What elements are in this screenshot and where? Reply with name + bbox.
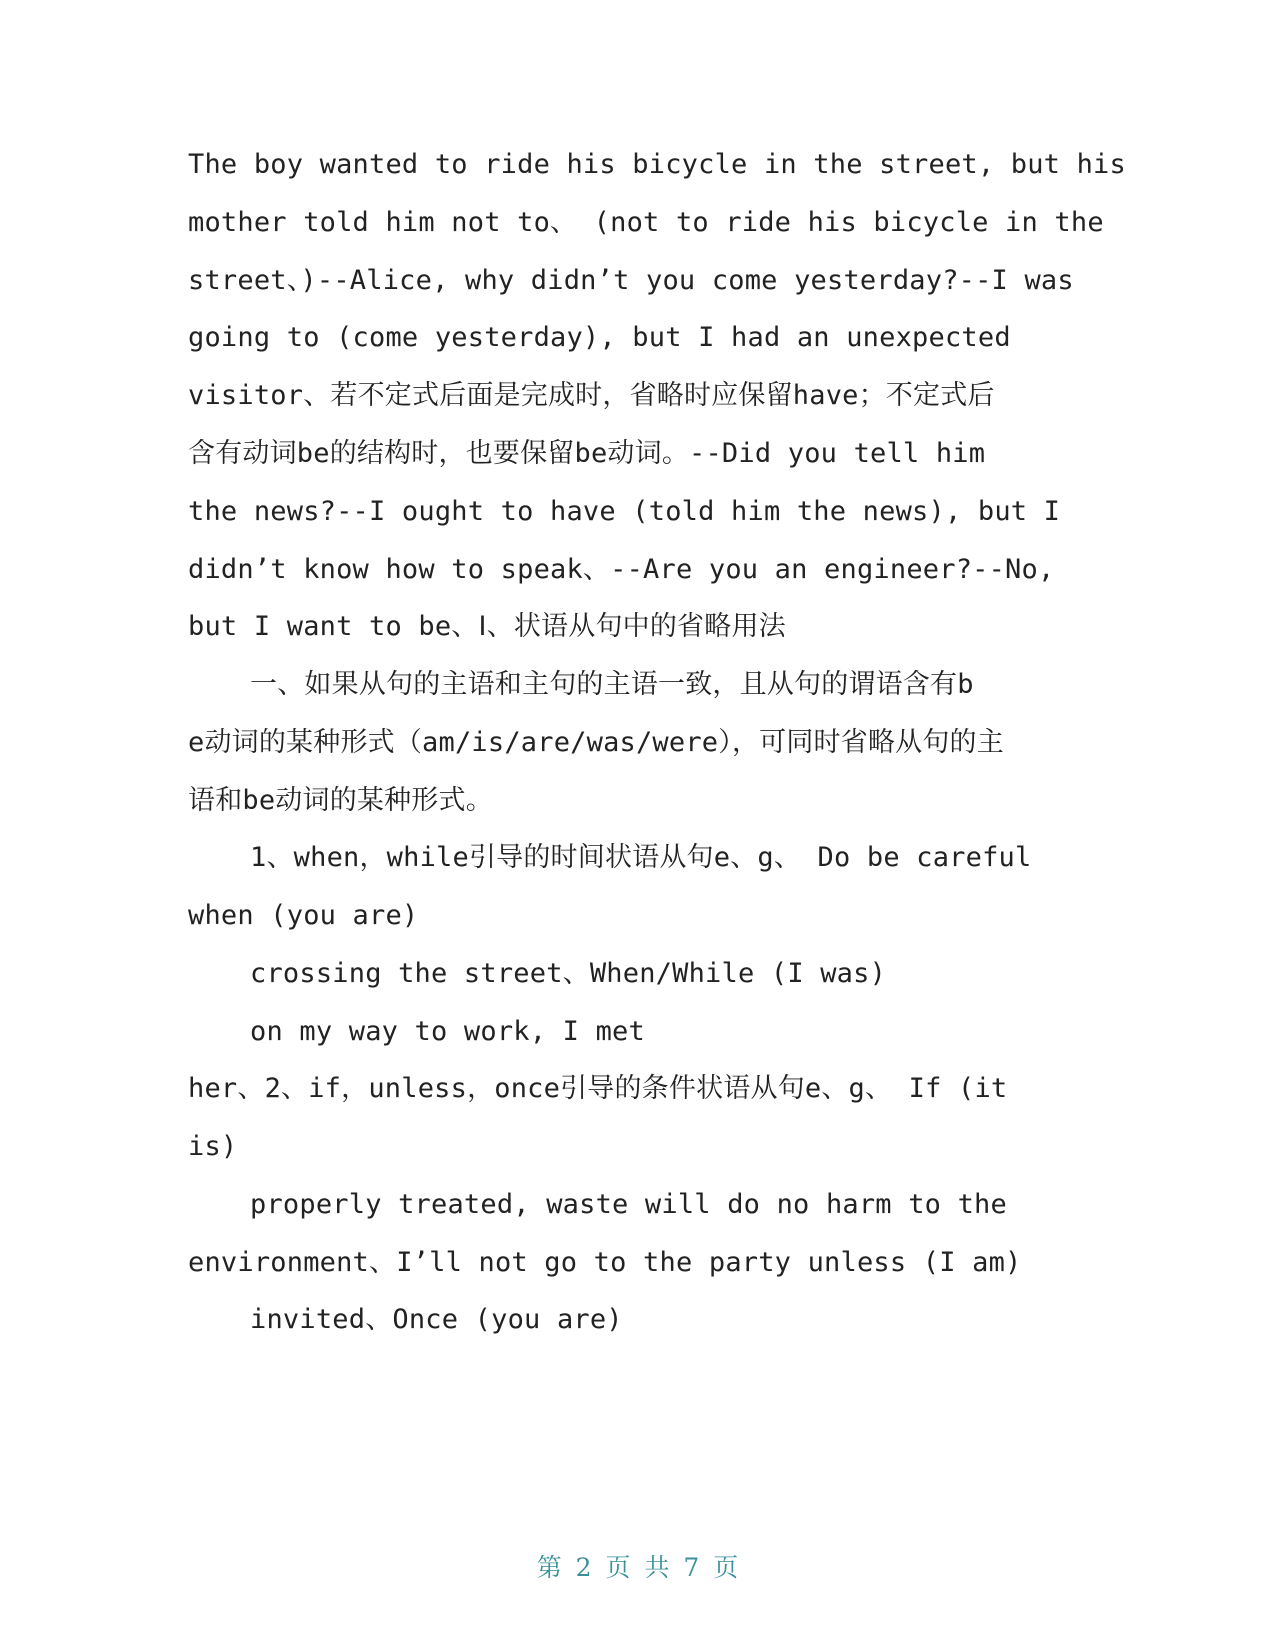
body-line-13: 1、when，while引导的时间状语从句e、g、 Do be careful (250, 842, 1032, 873)
body-line-2: mother told him not to、 (not to ride his bicycle in the (188, 207, 1104, 238)
body-line-1: The boy wanted to ride his bicycle in the street, but his (188, 149, 1126, 180)
body-line-16: on my way to work, I met (250, 1016, 645, 1047)
page-number-footer: 第 2 页 共 7 页 (536, 1553, 739, 1582)
body-line-9: but I want to be、Ⅰ、状语从句中的省略用法 (188, 611, 786, 642)
body-line-21: invited、Once (you are) (250, 1304, 623, 1335)
body-line-8: didn’t know how to speak、--Are you an engineer?--No, (188, 554, 1055, 585)
body-line-5: visitor、若不定式后面是完成时，省略时应保留have；不定式后 (188, 380, 995, 411)
body-line-19: properly treated, waste will do no harm to the (250, 1189, 1007, 1220)
body-line-12: 语和be动词的某种形式。 (188, 785, 493, 816)
body-line-18: is) (188, 1131, 238, 1162)
body-line-15: crossing the street、When/While (I was) (250, 958, 887, 989)
body-line-3: street、)--Alice, why didn’t you come yesterday?--I was (188, 265, 1074, 296)
body-line-6: 含有动词be的结构时，也要保留be动词。--Did you tell him (188, 438, 986, 469)
body-line-4: going to (come yesterday), but I had an unexpected (188, 322, 1011, 353)
body-line-17: her、2、if，unless，once引导的条件状语从句e、g、 If (it (188, 1073, 1008, 1104)
body-line-14: when (you are) (188, 900, 419, 931)
body-line-20: environment、I’ll not go to the party unless (I am) (188, 1247, 1022, 1278)
body-line-7: the news?--I ought to have (told him the news), but I (188, 496, 1061, 527)
body-line-11: e动词的某种形式（am/is/are/was/were），可同时省略从句的主 (188, 727, 1004, 758)
body-line-10: 一、如果从句的主语和主句的主语一致，且从句的谓语含有b (250, 669, 974, 700)
